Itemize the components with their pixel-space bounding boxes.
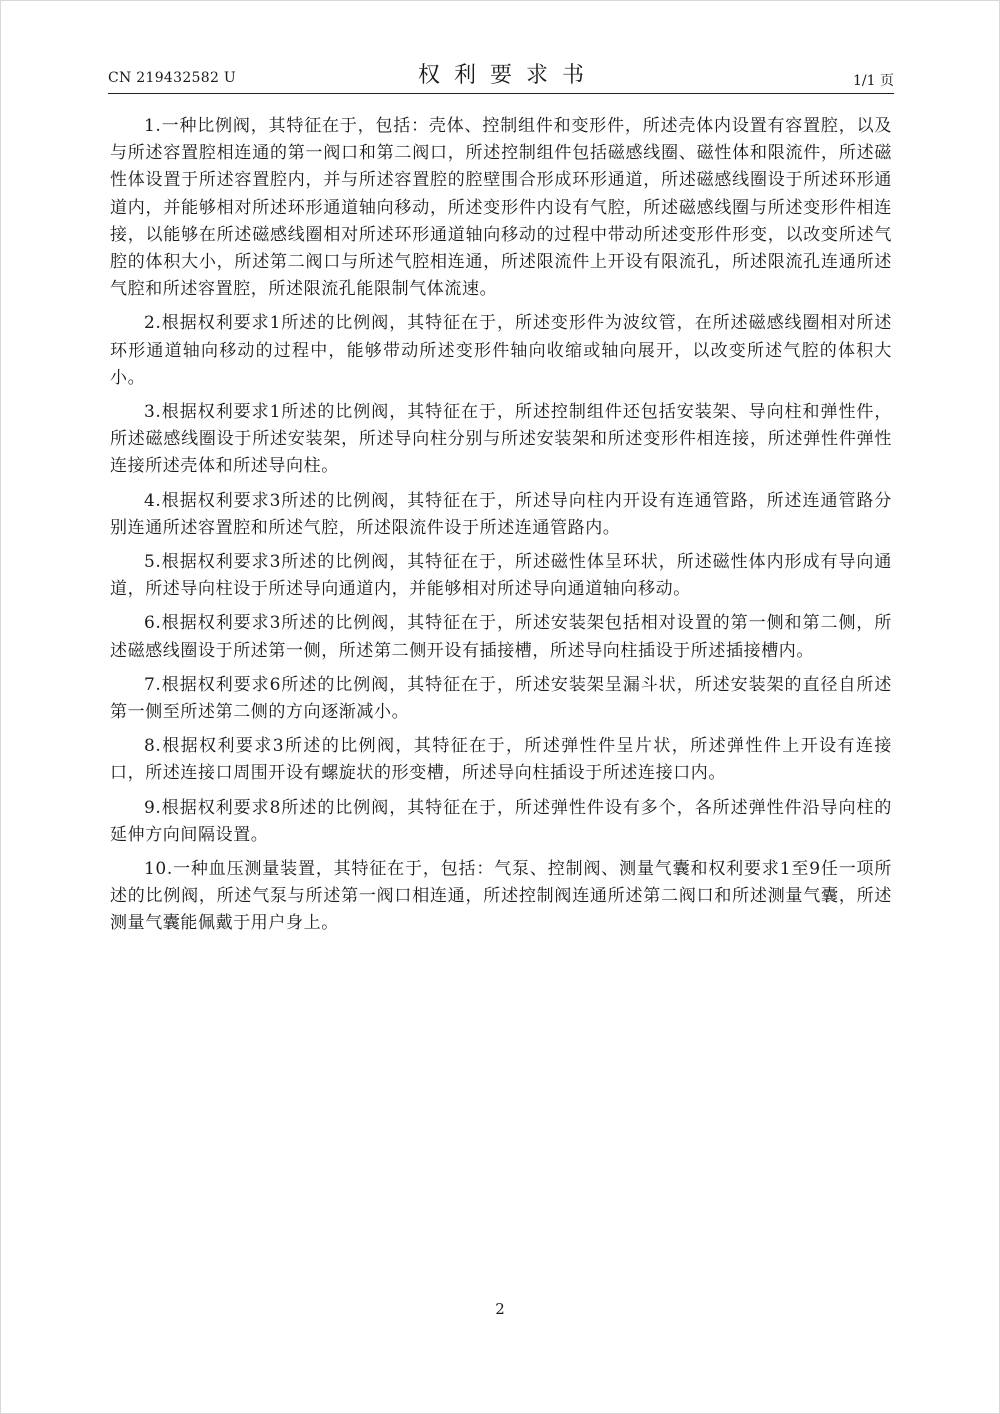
claim-5: 5.根据权利要求3所述的比例阀，其特征在于，所述磁性体呈环状，所述磁性体内形成有导向通道，所述导向柱设于所述导向通道内，并能够相对所述导向通道轴向移动。 [110, 552, 892, 600]
claim-9: 9.根据权利要求8所述的比例阀，其特征在于，所述弹性件设有多个，各所述弹性件沿导向柱的延伸方向间隔设置。 [110, 797, 892, 845]
claim-6: 6.根据权利要求3所述的比例阀，其特征在于，所述安装架包括相对设置的第一侧和第二侧，所述磁感线圈设于所述第一侧，所述第二侧开设有插接槽，所述导向柱插设于所述插接槽内。 [110, 613, 892, 661]
claim-8: 8.根据权利要求3所述的比例阀，其特征在于，所述弹性件呈片状，所述弹性件上开设有连接口，所述连接口周围开设有螺旋状的形变槽，所述导向柱插设于所述连接口内。 [110, 736, 892, 784]
document-title: 权利要求书 [417, 63, 598, 88]
claim-1: 1.一种比例阀，其特征在于，包括：壳体、控制组件和变形件，所述壳体内设置有容置腔，以及与所述容置腔相连通的第一阀口和第二阀口，所述控制组件包括磁感线圈、磁性体和限流件，所述磁性体设置于所述容置腔内，并与所述容置腔的腔壁围合形成环形通道，所述磁感线圈设于所述环形通道内，并能够相对所述环形通道轴向移动，所述变形件内设有气腔，所述磁感线圈与所述变形件相连接，以能够在所述磁感线圈相对所述环形通道轴向移动的过程中带动所述变形件形变，以改变所述气腔的体积大小，所述第二阀口与所述气腔相连通，所述限流件上开设有限流孔，所述限流孔连通所述气腔和所述容置腔，所述限流孔能限制气体流速。 [110, 116, 892, 300]
header-divider [108, 93, 894, 94]
page-header [108, 58, 894, 92]
page-number: 2 [495, 1300, 505, 1318]
claims-body [110, 113, 892, 945]
claim-3: 3.根据权利要求1所述的比例阀，其特征在于，所述控制组件还包括安装架、导向柱和弹性件，所述磁感线圈设于所述安装架，所述导向柱分别与所述安装架和所述变形件相连接，所述弹性件弹性连接所述壳体和所述导向柱。 [110, 402, 892, 477]
publication-number: CN 219432582 U [108, 70, 237, 86]
claim-7: 7.根据权利要求6所述的比例阀，其特征在于，所述安装架呈漏斗状，所述安装架的直径自所述第一侧至所述第二侧的方向逐渐减小。 [110, 674, 892, 723]
claim-4: 4.根据权利要求3所述的比例阀，其特征在于，所述导向柱内开设有连通管路，所述连通管路分别连通所述容置腔和所述气腔，所述限流件设于所述连通管路内。 [110, 490, 892, 538]
claim-10: 10.一种血压测量装置，其特征在于，包括：气泵、控制阀、测量气囊和权利要求1至9任一项所述的比例阀，所述气泵与所述第一阀口相连通，所述控制阀连通所述第二阀口和所述测量气囊，所述测量气囊能佩戴于用户身上。 [110, 859, 892, 934]
claim-2: 2.根据权利要求1所述的比例阀，其特征在于，所述变形件为波纹管，在所述磁感线圈相对所述环形通道轴向移动的过程中，能够带动所述变形件轴向收缩或轴向展开，以改变所述气腔的体积大小。 [110, 313, 892, 388]
page-count: 1/1 页 [853, 73, 894, 89]
